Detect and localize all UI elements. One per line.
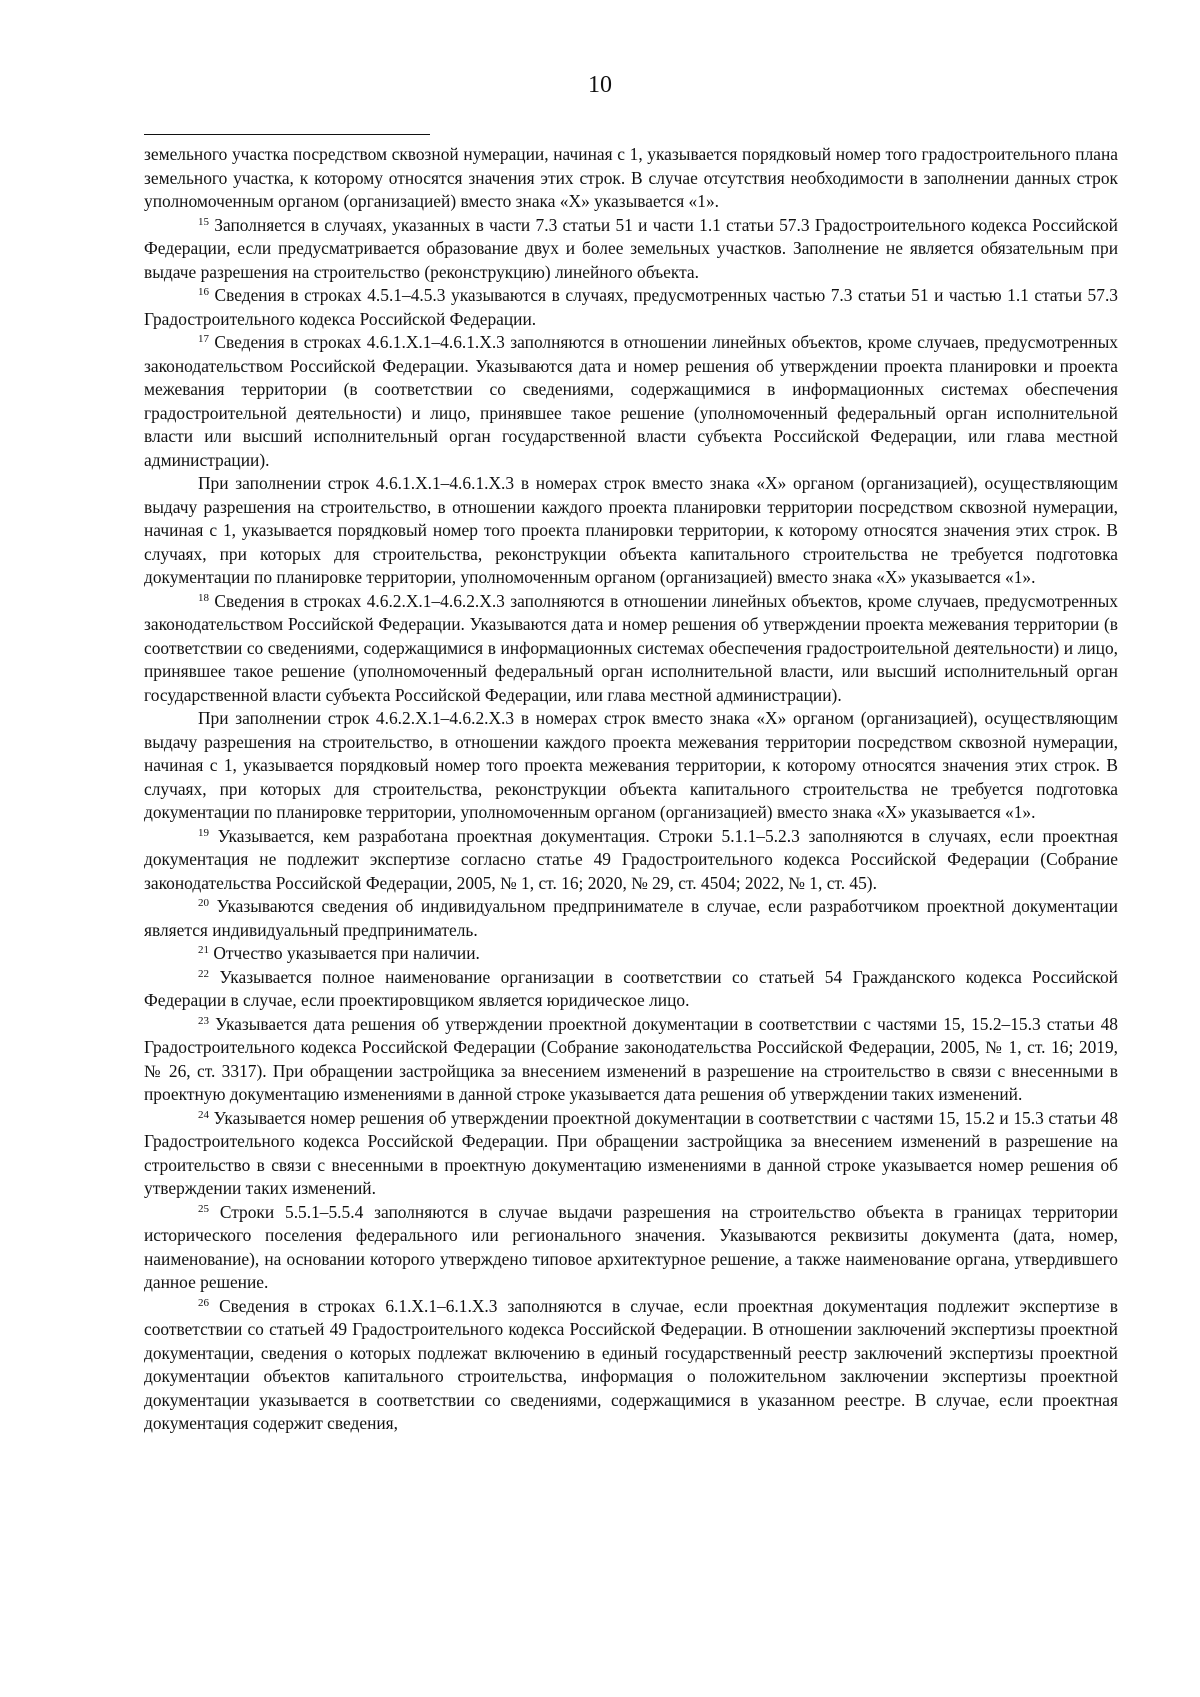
footnote-24 (144, 1107, 1118, 1201)
footnote-17-paragraph-2 (144, 472, 1118, 590)
footnote-marker: 26 (198, 1296, 209, 1309)
footnotes-section (144, 143, 1118, 1436)
footnote-16 (144, 284, 1118, 331)
footnote-marker: 18 (198, 591, 209, 604)
footnote-22 (144, 966, 1118, 1013)
footnote-text: Сведения в строках 6.1.X.1–6.1.X.3 заполняются в случае, если проектная документация подлежит экспертизе в соответствии со статьей 49 Градостроительного кодекса Российской Федерации. В отношении заключений экспертизы проектной документации, сведения о которых подлежат включению в единый государственный реестр заключений экспертизы проектной документации объектов капитального строительства, информация о положительном заключении экспертизы проектной документации указывается в соответствии со сведениями, содержащимися в указанном реестре. В случае, если проектная документация содержит сведения, (144, 1295, 1118, 1433)
footnote-marker: 23 (198, 1014, 209, 1027)
footnote-25 (144, 1201, 1118, 1295)
footnote-23 (144, 1013, 1118, 1107)
footnote-text: Указывается, кем разработана проектная документация. Строки 5.1.1–5.2.3 заполняются в случаях, если проектная документация не подлежит экспертизе согласно статье 49 Градостроительного кодекса Российской Федерации (Собрание законодательства Российской Федерации, 2005, № 1, ст. 16; 2020, № 29, ст. 4504; 2022, № 1, ст. 45). (144, 825, 1118, 893)
footnote-text: При заполнении строк 4.6.2.X.1–4.6.2.X.3 в номерах строк вместо знака «X» органом (организацией), осуществляющим выдачу разрешения на строительство, в отношении каждого проекта межевания территории посредством сквозной нумерации, начиная с 1, указывается порядковый номер того проекта межевания территории, к которому относятся значения этих строк. В случаях, при которых для строительства, реконструкции объекта капитального строительства не требуется подготовка документации по планировке территории, уполномоченным органом (организацией) вместо знака «X» указывается «1». (144, 708, 1118, 822)
footnote-26 (144, 1295, 1118, 1436)
footnote-continuation (144, 143, 1118, 214)
footnote-marker: 20 (198, 896, 209, 909)
footnote-text: Строки 5.5.1–5.5.4 заполняются в случае выдачи разрешения на строительство объекта в границах территории исторического поселения федерального или регионального значения. Указываются реквизиты документа (дата, номер, наименование), на основании которого утверждено типовое архитектурное решение, а также наименование органа, утвердившего данное решение. (144, 1201, 1118, 1292)
footnote-marker: 24 (198, 1108, 209, 1121)
footnote-marker: 19 (198, 826, 209, 839)
footnote-marker: 16 (198, 285, 209, 298)
footnote-text: Указывается дата решения об утверждении проектной документации в соответствии с частями 15, 15.2–15.3 статьи 48 Градостроительного кодекса Российской Федерации (Собрание законодательства Российской Федерации, 2005, № 1, ст. 16; 2019, № 26, ст. 3317). При обращении застройщика за внесением изменений в разрешение на строительство в связи с внесенными в проектную документацию изменениями в данной строке указывается дата решения об утверждении таких изменений. (144, 1013, 1118, 1104)
footnote-text: Сведения в строках 4.5.1–4.5.3 указываются в случаях, предусмотренных частью 7.3 статьи 51 и частью 1.1 статьи 57.3 Градостроительного кодекса Российской Федерации. (144, 285, 1118, 329)
footnote-19 (144, 825, 1118, 896)
footnote-marker: 21 (198, 943, 209, 956)
footnote-marker: 22 (198, 967, 209, 980)
footnote-text: Указывается номер решения об утверждении проектной документации в соответствии с частями 15, 15.2 и 15.3 статьи 48 Градостроительного кодекса Российской Федерации. При обращении застройщика за внесением изменений в разрешение на строительство в связи с внесенными в проектную документацию изменениями в данной строке указывается номер решения об утверждении таких изменений. (144, 1107, 1118, 1198)
footnote-text: Заполняется в случаях, указанных в части 7.3 статьи 51 и части 1.1 статьи 57.3 Градостроительного кодекса Российской Федерации, если предусматривается образование двух и более земельных участков. Заполнение не является обязательным при выдаче разрешения на строительство (реконструкцию) линейного объекта. (144, 214, 1118, 282)
footnote-separator (144, 134, 430, 135)
footnote-text: Указываются сведения об индивидуальном предпринимателе в случае, если разработчиком проектной документации является индивидуальный предприниматель. (144, 896, 1118, 940)
footnote-text: Указывается полное наименование организации в соответствии со статьей 54 Гражданского кодекса Российской Федерации в случае, если проектировщиком является юридическое лицо. (144, 966, 1118, 1010)
footnote-text: Сведения в строках 4.6.1.X.1–4.6.1.X.3 заполняются в отношении линейных объектов, кроме случаев, предусмотренных законодательством Российской Федерации. Указываются дата и номер решения об утверждении проекта планировки и проекта межевания территории (в соответствии со сведениями, содержащимися в информационных системах обеспечения градостроительной деятельности) и лицо, принявшее такое решение (уполномоченный федеральный орган исполнительной власти или высший исполнительный орган государственной власти субъекта Российской Федерации, или глава местной администрации). (144, 332, 1118, 470)
footnote-20 (144, 895, 1118, 942)
footnote-text: При заполнении строк 4.6.1.X.1–4.6.1.X.3 в номерах строк вместо знака «X» органом (организацией), осуществляющим выдачу разрешения на строительство, в отношении каждого проекта планировки территории посредством сквозной нумерации, начиная с 1, указывается порядковый номер того проекта планировки территории, к которому относятся значения этих строк. В случаях, при которых для строительства, реконструкции объекта капитального строительства не требуется подготовка документации по планировке территории, уполномоченным органом (организацией) вместо знака «X» указывается «1». (144, 473, 1118, 587)
footnote-18-paragraph-2 (144, 707, 1118, 825)
footnote-marker: 25 (198, 1202, 209, 1215)
footnote-marker: 15 (198, 215, 209, 228)
footnote-text: Сведения в строках 4.6.2.X.1–4.6.2.X.3 заполняются в отношении линейных объектов, кроме случаев, предусмотренных законодательством Российской Федерации. Указываются дата и номер решения об утверждении проекта межевания территории (в соответствии со сведениями, содержащимися в информационных системах обеспечения градостроительной деятельности) и лицо, принявшее такое решение (уполномоченный федеральный орган исполнительной власти, или высший исполнительный орган государственной власти субъекта Российской Федерации, или глава местной администрации). (144, 590, 1118, 705)
footnote-21 (144, 942, 1118, 966)
footnote-18 (144, 590, 1118, 708)
footnote-marker: 17 (198, 332, 209, 345)
footnote-17 (144, 331, 1118, 472)
footnote-text: Отчество указывается при наличии. (213, 943, 480, 963)
footnote-15 (144, 214, 1118, 285)
footnote-text: земельного участка посредством сквозной нумерации, начиная с 1, указывается порядковый номер того градостроительного плана земельного участка, к которому относятся значения этих строк. В случае отсутствия необходимости в заполнении данных строк уполномоченным органом (организацией) вместо знака «X» указывается «1». (144, 144, 1118, 211)
page-number: 10 (588, 72, 612, 98)
